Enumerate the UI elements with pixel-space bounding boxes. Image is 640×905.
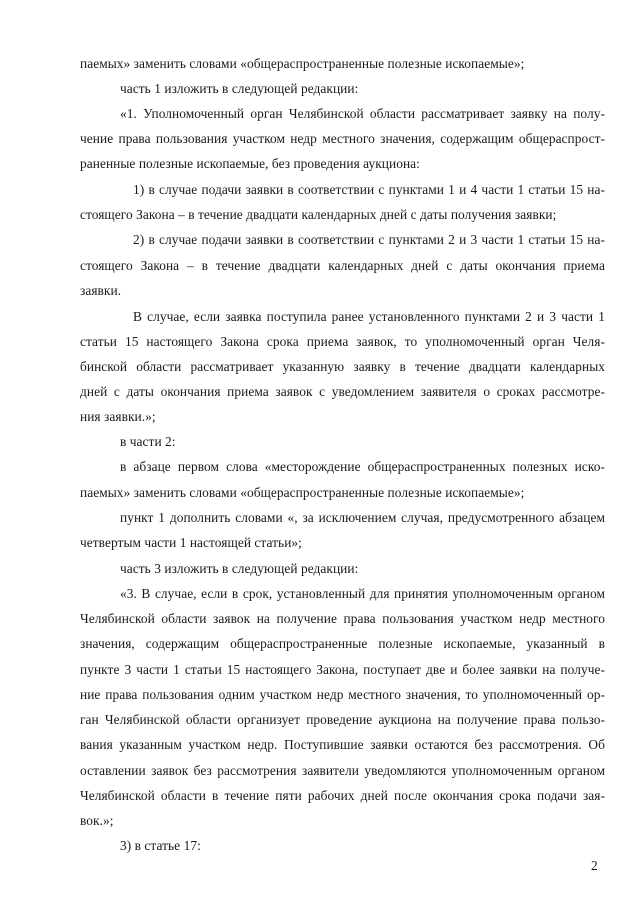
text-line: четвертым части 1 настоящей статьи»; — [80, 535, 302, 550]
text-line: паемых» заменить словами «общераспространенные полезные ископаемые»; — [80, 56, 525, 71]
text-line: раненные полезные ископаемые, без проведения аукциона: — [80, 156, 420, 171]
text-line: в абзаце первом слова «месторождение общераспространенных полезных иско- — [120, 459, 605, 474]
text-line: Челябинской области заявок на получение права пользования участком недр местного — [80, 611, 605, 626]
text-line: «1. Уполномоченный орган Челябинской области рассматривает заявку на полу- — [120, 106, 605, 121]
text-line: дней с даты окончания приема заявок с уведомлением заявителя о сроках рассмотре- — [80, 384, 605, 399]
text-line: вок.»; — [80, 813, 114, 828]
text-line: в части 2: — [120, 434, 176, 449]
text-line: 2) в случае подачи заявки в соответствии с пунктами 2 и 3 части 1 статьи 15 на- — [133, 232, 605, 247]
text-line: значения, содержащим общераспространенные полезные ископаемые, указанный в — [80, 636, 605, 651]
text-line: ган Челябинской области организует проведение аукциона на получение права пользо- — [80, 712, 605, 727]
text-line: В случае, если заявка поступила ранее установленного пунктами 2 и 3 части 1 — [133, 309, 605, 324]
text-line: ние права пользования одним участком недр местного значения, то уполномоченный ор- — [80, 687, 605, 702]
text-line: Челябинской области в течение пяти рабочих дней после окончания срока подачи зая- — [80, 788, 605, 803]
text-line: стоящего Закона – в течение двадцати календарных дней с даты окончания приема — [80, 258, 605, 273]
text-line: 1) в случае подачи заявки в соответствии с пунктами 1 и 4 части 1 статьи 15 на- — [133, 182, 605, 197]
page-number: 2 — [591, 858, 598, 873]
text-line: пункте 3 части 1 статьи 15 настоящего Закона, поступает две и более заявки на получе- — [80, 662, 605, 677]
text-line: заявки. — [80, 283, 122, 298]
text-line: вания указанным участком недр. Поступившие заявки остаются без рассмотрения. Об — [80, 737, 605, 752]
text-line: стоящего Закона – в течение двадцати календарных дней с даты получения заявки; — [80, 207, 557, 222]
text-line: ния заявки.»; — [80, 409, 156, 424]
text-line: оставлении заявок без рассмотрения заявители уведомляются уполномоченным органом — [80, 763, 605, 778]
text-line: 3) в статье 17: — [120, 838, 201, 853]
text-line: чение права пользования участком недр местного значения, содержащим общераспрост- — [80, 131, 605, 146]
text-line: статьи 15 настоящего Закона срока приема заявок, то уполномоченный орган Челя- — [80, 334, 605, 349]
text-line: часть 3 изложить в следующей редакции: — [120, 561, 359, 576]
text-line: бинской области рассматривает указанную заявку в течение двадцати календарных — [80, 359, 605, 374]
text-line: пункт 1 дополнить словами «, за исключением случая, предусмотренного абзацем — [120, 510, 605, 525]
text-line: часть 1 изложить в следующей редакции: — [120, 81, 359, 96]
text-line: паемых» заменить словами «общераспространенные полезные ископаемые»; — [80, 485, 525, 500]
text-line: «3. В случае, если в срок, установленный для принятия уполномоченным органом — [120, 586, 605, 601]
